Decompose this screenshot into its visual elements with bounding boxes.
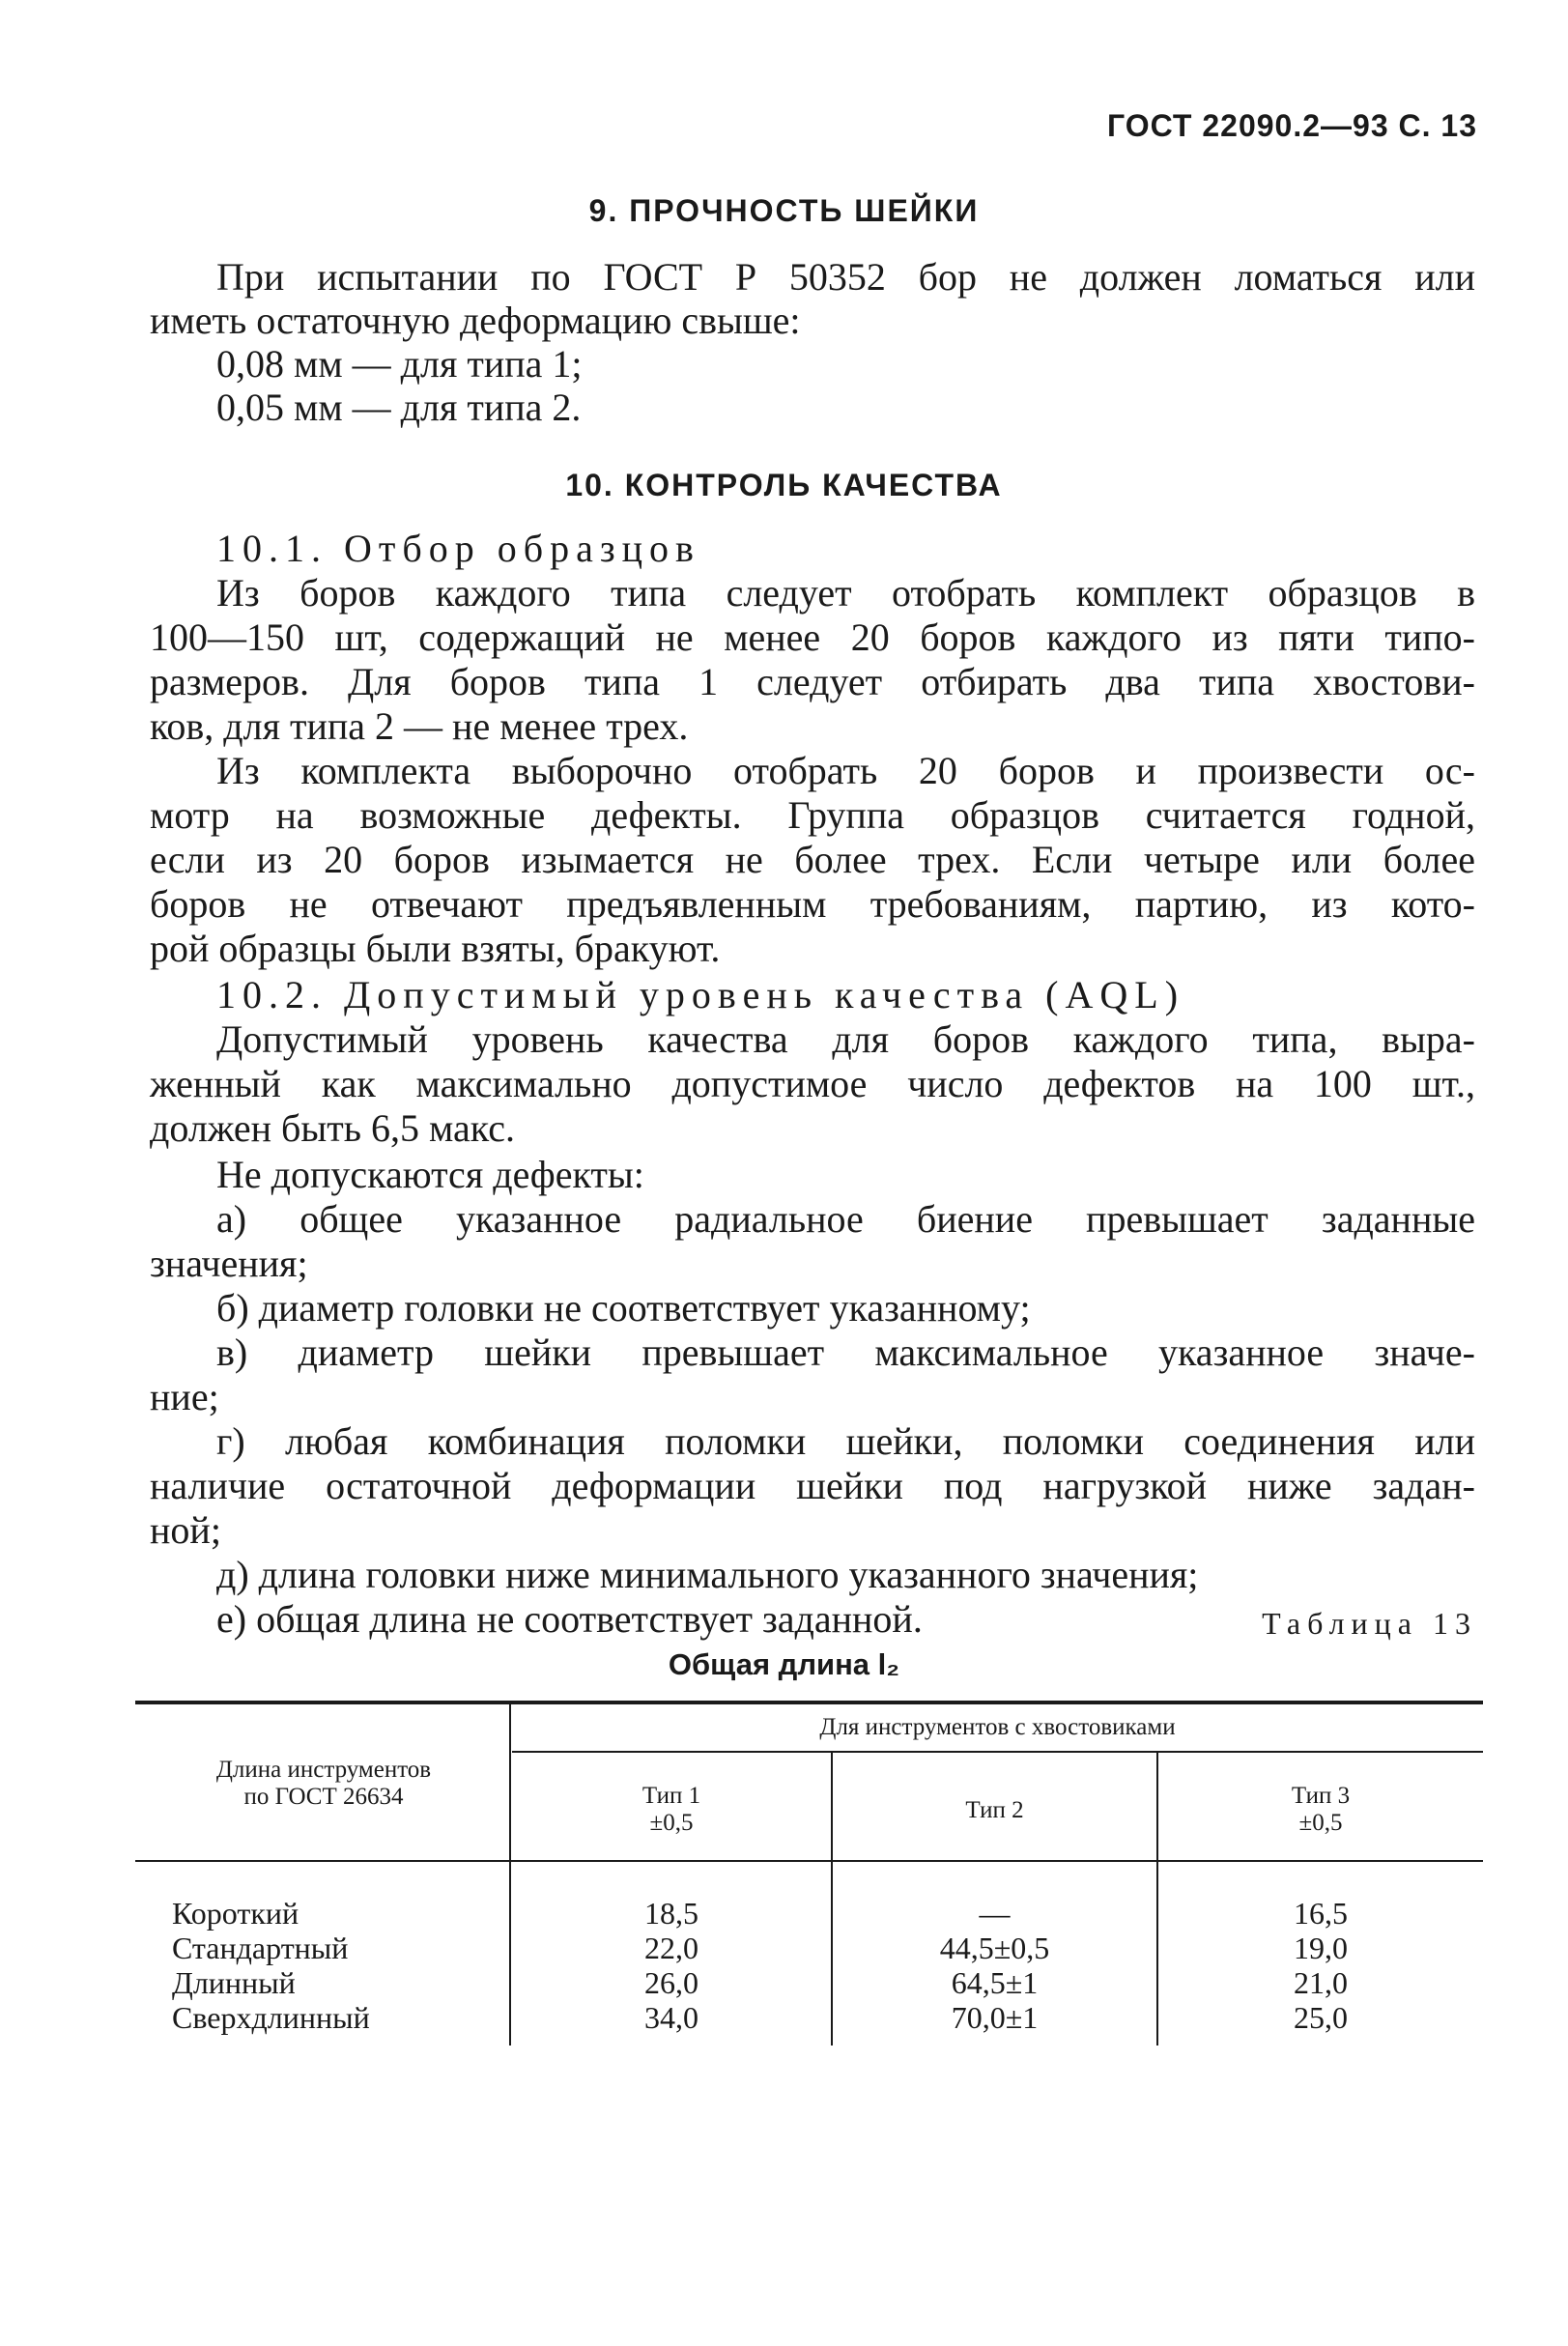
- table-cell-length-name: Короткий: [172, 1896, 299, 1931]
- table-cell-type3: 19,0: [1294, 1931, 1348, 1965]
- paragraph-line: рой образцы были взяты, бракуют.: [150, 927, 721, 970]
- paragraph-line: иметь остаточную деформацию свыше:: [150, 299, 801, 342]
- running-header: ГОСТ 22090.2—93 С. 13: [1107, 108, 1477, 143]
- section-9-heading: 9. ПРОЧНОСТЬ ШЕЙКИ: [588, 193, 980, 228]
- paragraph-line: наличие остаточной деформации шейки под нагрузкой ниже задан-: [150, 1464, 1475, 1507]
- table-top-rule: [135, 1701, 1483, 1704]
- list-item: б) диаметр головки не соответствует указанному;: [216, 1286, 1031, 1330]
- table-header-type2: Тип 2: [965, 1797, 1024, 1823]
- table-cell-type1: 34,0: [644, 2000, 698, 2035]
- table-header-group: Для инструментов с хвостовиками: [819, 1714, 1176, 1740]
- paragraph-line: значения;: [150, 1242, 308, 1285]
- paragraph-line: если из 20 боров изымается не более трех. Если четыре или более: [150, 838, 1475, 881]
- table-cell-length-name: Стандартный: [172, 1931, 349, 1965]
- table-cell-type3: 16,5: [1294, 1896, 1348, 1931]
- table-title: Общая длина l₂: [668, 1647, 900, 1681]
- paragraph-line: 0,08 мм — для типа 1;: [216, 342, 583, 386]
- list-item: в) диаметр шейки превышает максимальное указанное значе-: [216, 1330, 1475, 1374]
- list-item: д) длина головки ниже минимального указанного значения;: [216, 1553, 1199, 1596]
- paragraph-line: ной;: [150, 1508, 221, 1552]
- table-header-rule: [135, 1860, 1483, 1862]
- paragraph-line: Не допускаются дефекты:: [216, 1153, 644, 1196]
- table-cell-type1: 18,5: [644, 1896, 698, 1931]
- table-header-type3-line1: Тип 3: [1291, 1783, 1351, 1809]
- subsection-10-1-title: 10.1. Отбор образцов: [216, 527, 700, 570]
- table-header-length-line1: Длина инструментов: [215, 1757, 432, 1783]
- paragraph-line: мотр на возможные дефекты. Группа образцов считается годной,: [150, 793, 1475, 837]
- table-cell-length-name: Сверхдлинный: [172, 2000, 370, 2035]
- table-cell-type2: 70,0±1: [951, 2000, 1039, 2035]
- table-cell-type1: 22,0: [644, 1931, 698, 1965]
- table-cell-length-name: Длинный: [172, 1965, 296, 2000]
- paragraph-line: боров не отвечают предъявленным требованиям, партию, из кото-: [150, 882, 1475, 926]
- table-column-divider: [509, 1704, 511, 2046]
- paragraph-line: Из комплекта выборочно отобрать 20 боров и произвести ос-: [216, 749, 1475, 792]
- list-item: а) общее указанное радиальное биение превышает заданные: [216, 1197, 1475, 1241]
- table-header-type3-line2: ±0,5: [1298, 1810, 1343, 1836]
- table-group-rule: [512, 1751, 1483, 1753]
- list-item: г) любая комбинация поломки шейки, поломки соединения или: [216, 1419, 1475, 1463]
- section-10-heading: 10. КОНТРОЛЬ КАЧЕСТВА: [565, 468, 1003, 502]
- paragraph-line: 100—150 шт, содержащий не менее 20 боров каждого из пяти типо-: [150, 615, 1475, 659]
- paragraph-line: Из боров каждого типа следует отобрать комплект образцов в: [216, 571, 1475, 615]
- paragraph-line: размеров. Для боров типа 1 следует отбирать два типа хвостови-: [150, 660, 1475, 703]
- subsection-10-2-title: 10.2. Допустимый уровень качества (AQL): [216, 973, 1185, 1016]
- table-header-type1-line1: Тип 1: [641, 1783, 701, 1809]
- paragraph-line: Допустимый уровень качества для боров каждого типа, выра-: [216, 1017, 1475, 1061]
- list-item: е) общая длина не соответствует заданной.: [216, 1597, 923, 1641]
- table-cell-type3: 25,0: [1294, 2000, 1348, 2035]
- paragraph-line: должен быть 6,5 макс.: [150, 1106, 515, 1150]
- paragraph-line: ние;: [150, 1375, 219, 1418]
- table-header-length-line2: по ГОСТ 26634: [243, 1784, 404, 1810]
- table-header-type1-line2: ±0,5: [649, 1810, 694, 1836]
- table-cell-type2: 44,5±0,5: [939, 1931, 1050, 1965]
- paragraph-line: 0,05 мм — для типа 2.: [216, 386, 582, 429]
- paragraph-line: При испытании по ГОСТ Р 50352 бор не должен ломаться или: [216, 255, 1475, 299]
- table-cell-type1: 26,0: [644, 1965, 698, 2000]
- table-caption: Таблица 13: [1262, 1606, 1477, 1641]
- paragraph-line: ков, для типа 2 — не менее трех.: [150, 704, 689, 748]
- table-cell-type2: 64,5±1: [951, 1965, 1039, 2000]
- paragraph-line: женный как максимально допустимое число дефектов на 100 шт.,: [150, 1062, 1475, 1105]
- table-cell-type3: 21,0: [1294, 1965, 1348, 2000]
- table-cell-type2: —: [979, 1896, 1011, 1931]
